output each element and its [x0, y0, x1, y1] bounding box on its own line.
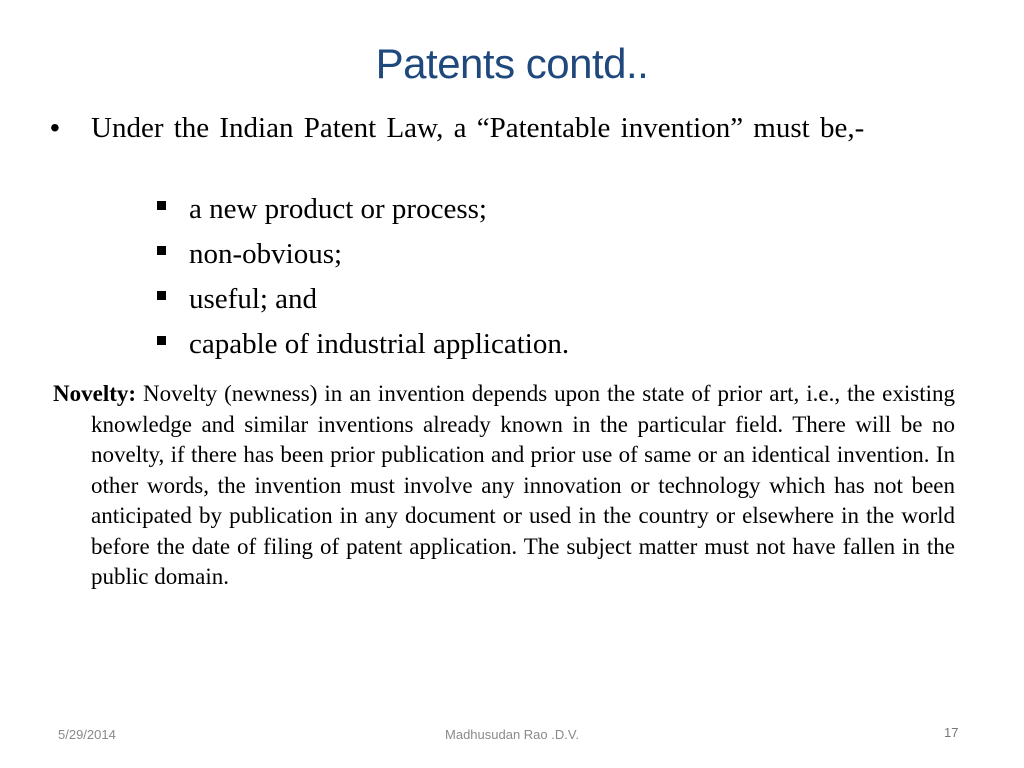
criteria-item	[155, 235, 569, 280]
criteria-item-label: useful; and	[189, 283, 318, 315]
square-bullet-icon	[157, 291, 166, 300]
footer-author: Madhusudan Rao .D.V.	[445, 727, 579, 742]
criteria-item	[155, 280, 569, 325]
criteria-item-label: capable of industrial application.	[189, 328, 570, 360]
criteria-item-label: a new product or process;	[189, 193, 487, 225]
novelty-paragraph	[53, 379, 955, 593]
criteria-item	[155, 190, 569, 235]
criteria-item-label: non-obvious;	[189, 238, 343, 270]
square-bullet-icon	[157, 246, 166, 255]
footer-date: 5/29/2014	[58, 727, 116, 742]
bullet-dot: •	[50, 112, 60, 143]
main-bullet	[50, 109, 950, 147]
slide-title: Patents contd..	[375, 40, 649, 87]
square-bullet-icon	[157, 336, 166, 345]
novelty-text: Novelty (newness) in an invention depends upon the state of prior art, i.e., the existing knowledge and similar inventions already known in the particular field. There will be no novelty, if there has been prior publication and prior use of same or an identical invention. In other words, the invention must involve any innovation or technology which has not been anticipated by publication in any document or used in the country or elsewhere in the world before the date of filing of patent application. The subject matter must not have fallen in the public domain.	[91, 381, 955, 589]
criteria-item	[155, 325, 569, 370]
criteria-list	[155, 190, 569, 370]
novelty-label: Novelty:	[53, 381, 137, 406]
main-bullet-text: Under the Indian Patent Law, a “Patentable invention” must be,-	[91, 112, 865, 144]
square-bullet-icon	[157, 201, 166, 210]
slide-number: 17	[944, 725, 959, 740]
